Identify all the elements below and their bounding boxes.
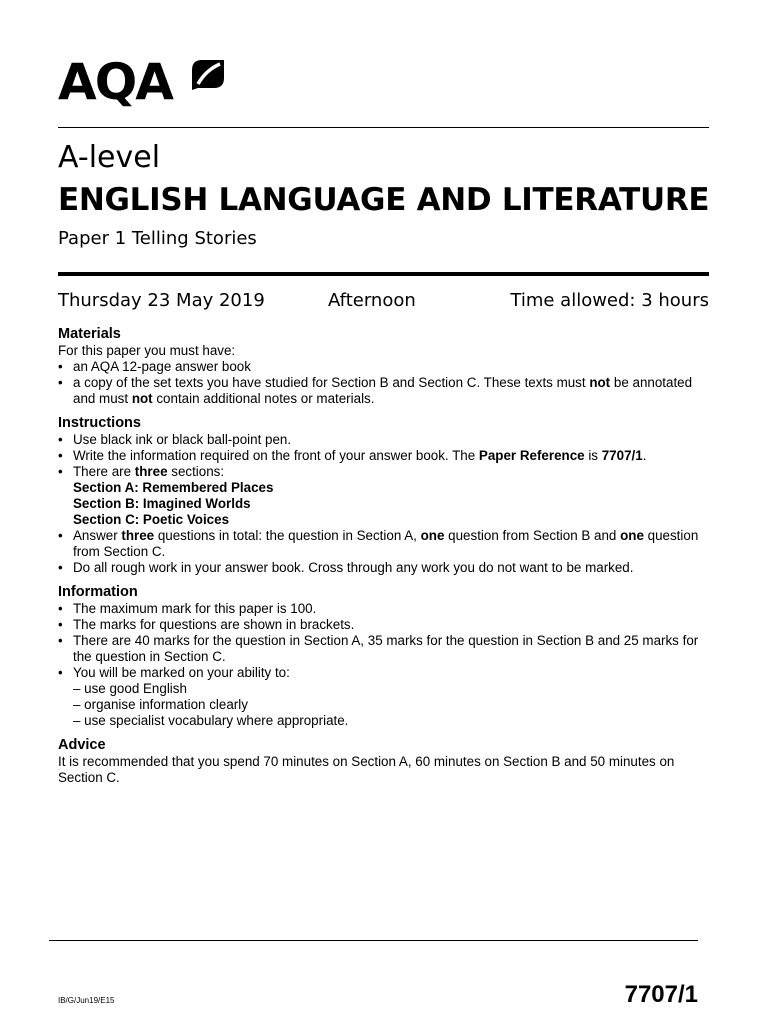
instructions-heading: Instructions (58, 415, 141, 431)
leaf-icon (188, 56, 228, 92)
emphasis-text: Paper Reference (478, 448, 585, 463)
emphasis-text: one (620, 528, 644, 543)
section-b-label: Section B: Imagined Worlds (73, 496, 251, 511)
instructions-content (58, 326, 710, 794)
time-allowed: Time allowed: 3 hours (510, 290, 709, 311)
emphasis-text: 7707/1 (601, 448, 643, 463)
title-divider (58, 272, 709, 276)
information-item-text: The maximum mark for this paper is 100. (73, 601, 317, 616)
footer-reference: IB/G/Jun19/E15 (58, 996, 115, 1005)
advice-section (58, 737, 710, 786)
instructions-item-text: Write the information required on the front of your answer book. The (73, 448, 479, 463)
instructions-item-text: . (642, 448, 647, 463)
advice-text: It is recommended that you spend 70 minutes on Section A, 60 minutes on Section B and 50 minutes on Section C. (58, 754, 675, 785)
materials-item-text: an AQA 12-page answer book (73, 359, 251, 374)
list-item (58, 665, 710, 729)
qualification-level: A-level (58, 140, 161, 175)
instructions-item-text: Answer (73, 528, 122, 543)
information-item-text: The marks for questions are shown in brackets. (73, 617, 355, 632)
materials-heading: Materials (58, 326, 121, 342)
ability-item: – organise information clearly (73, 697, 248, 712)
instructions-item-text: sections: (167, 464, 225, 479)
instructions-item-text: question from Section B and (444, 528, 621, 543)
list-item (58, 359, 710, 375)
list-item (58, 633, 710, 665)
footer-divider (49, 940, 698, 941)
paper-code: 7707/1 (624, 981, 698, 1008)
information-heading: Information (58, 584, 138, 600)
instructions-item-text: questions in total: the question in Section A, (154, 528, 421, 543)
exam-session: Afternoon (328, 290, 416, 311)
emphasis-text: not (131, 391, 153, 406)
instructions-item-text: Do all rough work in your answer book. Cross through any work you do not want to be marked. (73, 560, 634, 575)
materials-item-text: contain additional notes or materials. (152, 391, 375, 406)
materials-item-text: a copy of the set texts you have studied for Section B and Section C. These texts must (73, 375, 590, 390)
aqa-logo (58, 54, 228, 110)
emphasis-text: not (589, 375, 611, 390)
list-item (58, 432, 710, 448)
instructions-item-text: Use black ink or black ball-point pen. (73, 432, 292, 447)
exam-date: Thursday 23 May 2019 (58, 290, 265, 311)
materials-intro: For this paper you must have: (58, 343, 236, 358)
materials-item-text: be annotated and must (73, 375, 693, 406)
list-item (58, 560, 710, 576)
header-divider (58, 127, 709, 128)
list-item (58, 617, 710, 633)
list-item (58, 601, 710, 617)
instructions-item-text: is (584, 448, 602, 463)
instructions-item-text: There are (73, 464, 135, 479)
section-c-label: Section C: Poetic Voices (73, 512, 230, 527)
instructions-section (58, 415, 710, 576)
instructions-item-text: question from Section C. (73, 528, 699, 559)
ability-item: – use specialist vocabulary where appropriate. (73, 713, 349, 728)
subject-title: ENGLISH LANGUAGE AND LITERATURE (58, 182, 710, 218)
advice-heading: Advice (58, 737, 106, 753)
information-section (58, 584, 710, 729)
list-item (58, 448, 710, 464)
emphasis-text: three (121, 528, 155, 543)
emphasis-text: one (420, 528, 445, 543)
section-a-label: Section A: Remembered Places (73, 480, 274, 495)
list-item (58, 375, 710, 407)
information-item-text: You will be marked on your ability to: (73, 665, 290, 680)
ability-item: – use good English (73, 681, 187, 696)
list-item (58, 464, 710, 528)
information-item-text: There are 40 marks for the question in Section A, 35 marks for the question in Section B and 25 marks for the question in Section C. (73, 633, 699, 664)
materials-section (58, 326, 710, 407)
list-item (58, 528, 710, 560)
emphasis-text: three (134, 464, 168, 479)
aqa-logo-text: AQA (58, 53, 172, 111)
paper-title: Paper 1 Telling Stories (58, 228, 257, 249)
